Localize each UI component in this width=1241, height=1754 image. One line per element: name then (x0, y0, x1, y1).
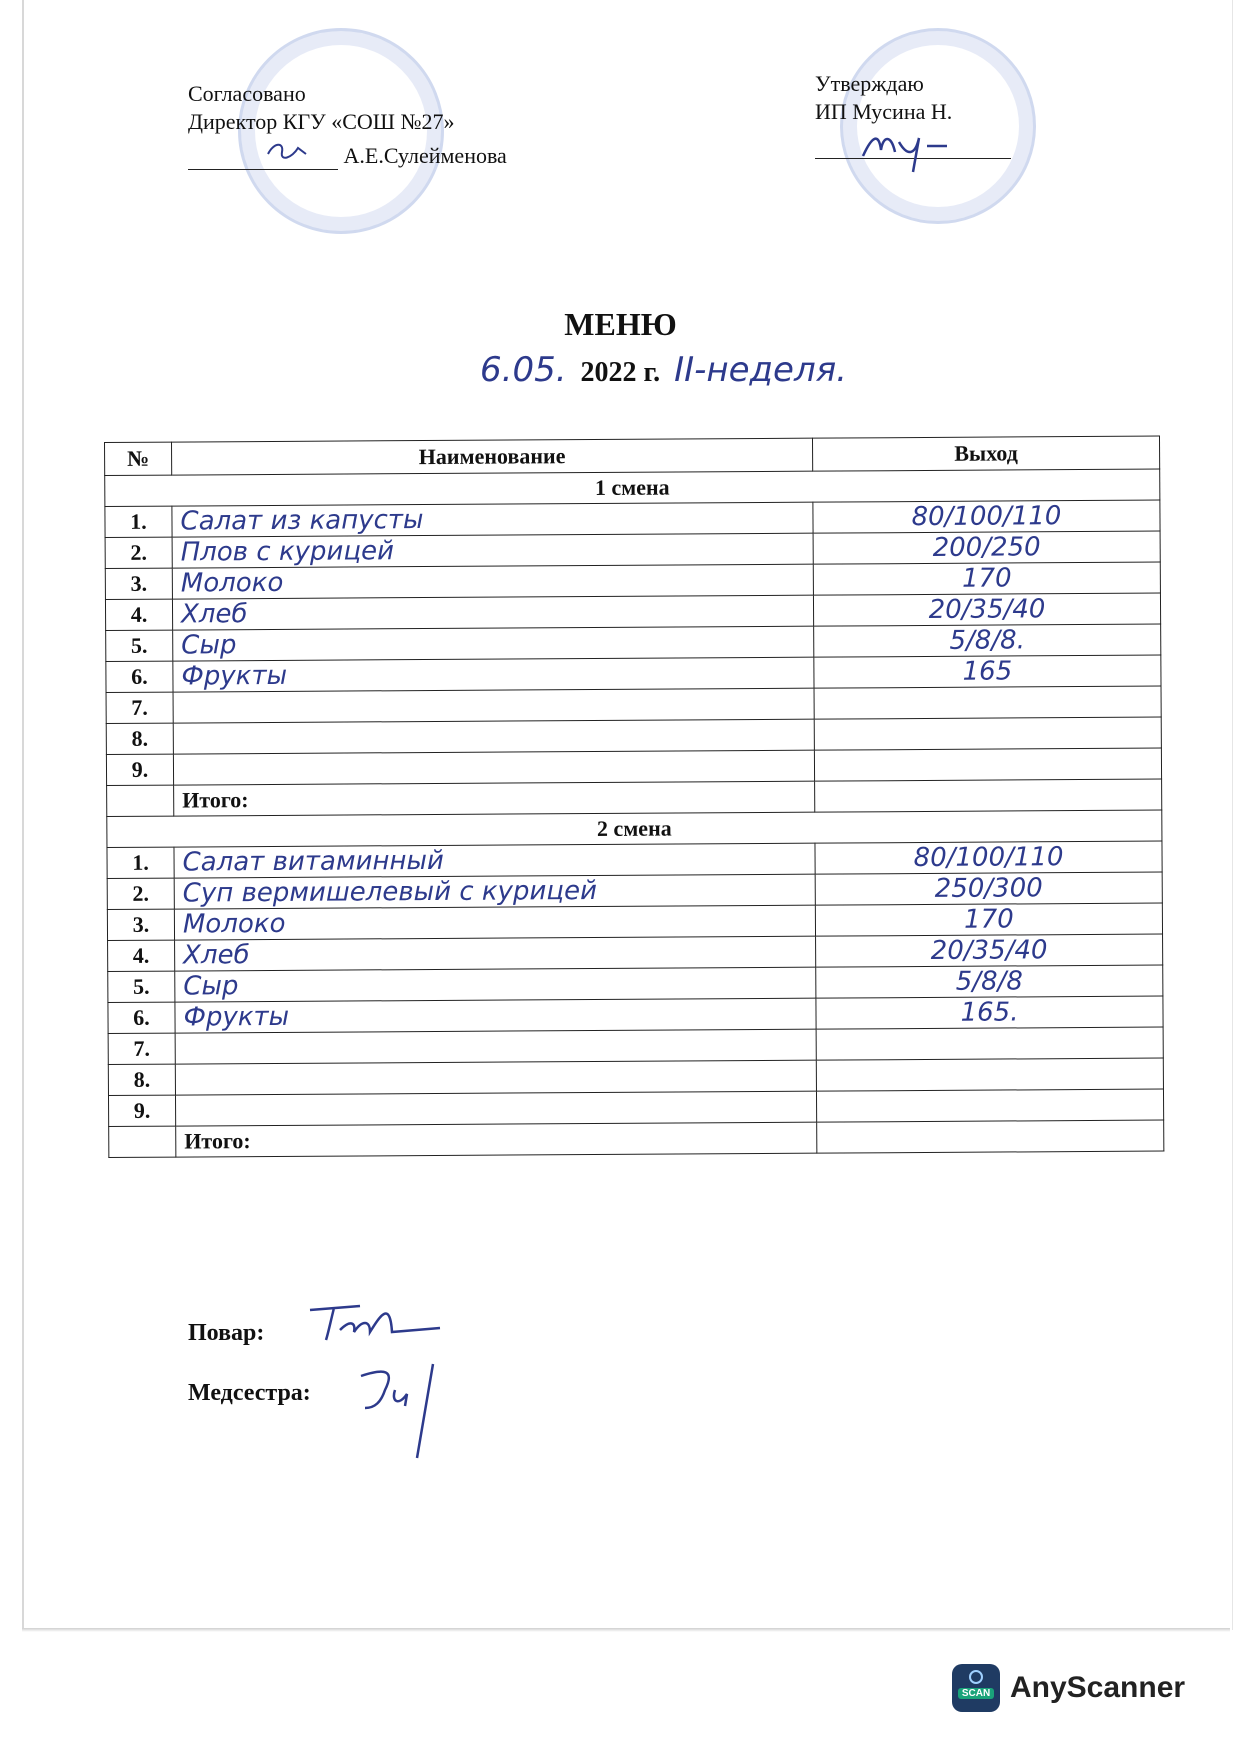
dish-output: 250/300 (815, 872, 1162, 905)
dish-output: 170 (813, 562, 1160, 595)
dish-name: Плов с курицей (172, 533, 813, 568)
dish-name: Хлеб (175, 936, 816, 971)
scanner-logo-icon (952, 1664, 1000, 1712)
handwritten-date: 6.05. (480, 350, 567, 390)
total-row (109, 1120, 1164, 1157)
row-number: 1. (105, 506, 172, 537)
dish-output: 80/100/110 (815, 841, 1162, 874)
row-number: 1. (107, 847, 174, 878)
row-number: 5. (106, 630, 173, 661)
row-number: 4. (105, 599, 172, 630)
dish-name (173, 688, 814, 723)
anyscanner-watermark (952, 1664, 1185, 1712)
col-header-name: Наименование (172, 438, 813, 475)
dish-output (816, 1058, 1163, 1091)
row-number: 2. (107, 878, 174, 909)
dish-name: Суп вермишелевый с курицей (174, 874, 815, 909)
dish-output: 20/35/40 (816, 934, 1163, 967)
row-number: 8. (108, 1064, 175, 1095)
page-edge (22, 1628, 1230, 1632)
total-label: Итого: (176, 1122, 817, 1157)
row-number: 6. (106, 661, 173, 692)
col-header-output: Выход (812, 436, 1159, 471)
row-number: 8. (106, 723, 173, 754)
shift-label: 2 смена (107, 810, 1162, 847)
handwritten-week: II-неделя. (674, 350, 847, 390)
row-number: 7. (106, 692, 173, 723)
row-number: 4. (108, 940, 175, 971)
cook-label: Повар: (188, 1320, 265, 1346)
dish-output (814, 717, 1161, 750)
dish-output: 170 (815, 903, 1162, 936)
nurse-signature (355, 1350, 475, 1470)
dish-output (814, 748, 1161, 781)
dish-name: Фрукты (173, 657, 814, 692)
dish-name (173, 750, 814, 785)
director-signature (188, 136, 338, 162)
director-title: Директор КГУ «СОШ №27» (188, 109, 455, 134)
page-title: МЕНЮ (564, 306, 677, 342)
brand-name: AnyScanner (1010, 1671, 1186, 1704)
total-label: Итого: (174, 781, 815, 816)
dish-name: Салат витаминный (174, 843, 815, 878)
approved-label: Согласовано (188, 81, 306, 106)
dish-output: 80/100/110 (813, 500, 1160, 533)
row-number: 5. (108, 971, 175, 1002)
dish-output: 5/8/8 (816, 965, 1163, 998)
row-number: 3. (105, 568, 172, 599)
menu-table (104, 436, 1164, 1158)
approve-label: Утверждаю (815, 71, 924, 96)
dish-name: Хлеб (172, 595, 813, 630)
approval-block-left (188, 80, 507, 170)
dish-name: Молоко (174, 905, 815, 940)
row-number: 6. (108, 1002, 175, 1033)
nurse-label: Медсестра: (188, 1380, 311, 1406)
dish-output: 200/250 (813, 531, 1160, 564)
dish-name (175, 1091, 816, 1126)
director-name: А.Е.Сулейменова (343, 143, 507, 168)
dish-name: Фрукты (175, 998, 816, 1033)
dish-output: 20/35/40 (813, 593, 1160, 626)
row-number: 2. (105, 537, 172, 568)
dish-output (816, 1027, 1163, 1060)
dish-name (175, 1029, 816, 1064)
dish-name: Молоко (172, 564, 813, 599)
dish-output: 165 (814, 655, 1161, 688)
entrepreneur-signature (855, 116, 1055, 176)
row-number: 9. (108, 1095, 175, 1126)
cook-signature (300, 1280, 460, 1350)
dish-output: 5/8/8. (814, 624, 1161, 657)
date-line (480, 350, 847, 390)
dish-output (814, 686, 1161, 719)
row-number: 9. (106, 754, 173, 785)
dish-name: Сыр (173, 626, 814, 661)
shift-label: 1 смена (105, 469, 1160, 506)
dish-name (173, 719, 814, 754)
col-header-num: № (105, 442, 172, 475)
dish-output: 165. (816, 996, 1163, 1029)
printed-year: 2022 г. (580, 357, 661, 388)
dish-name: Салат из капусты (172, 502, 813, 537)
dish-name: Сыр (175, 967, 816, 1002)
logo-label: SCAN (958, 1688, 994, 1699)
entrepreneur-name: ИП Мусина Н. (815, 99, 953, 124)
row-number: 3. (107, 909, 174, 940)
approval-block-right (815, 70, 952, 162)
row-number: 7. (108, 1033, 175, 1064)
dish-name (175, 1060, 816, 1095)
director-signature-line (188, 136, 507, 170)
dish-output (816, 1089, 1163, 1122)
